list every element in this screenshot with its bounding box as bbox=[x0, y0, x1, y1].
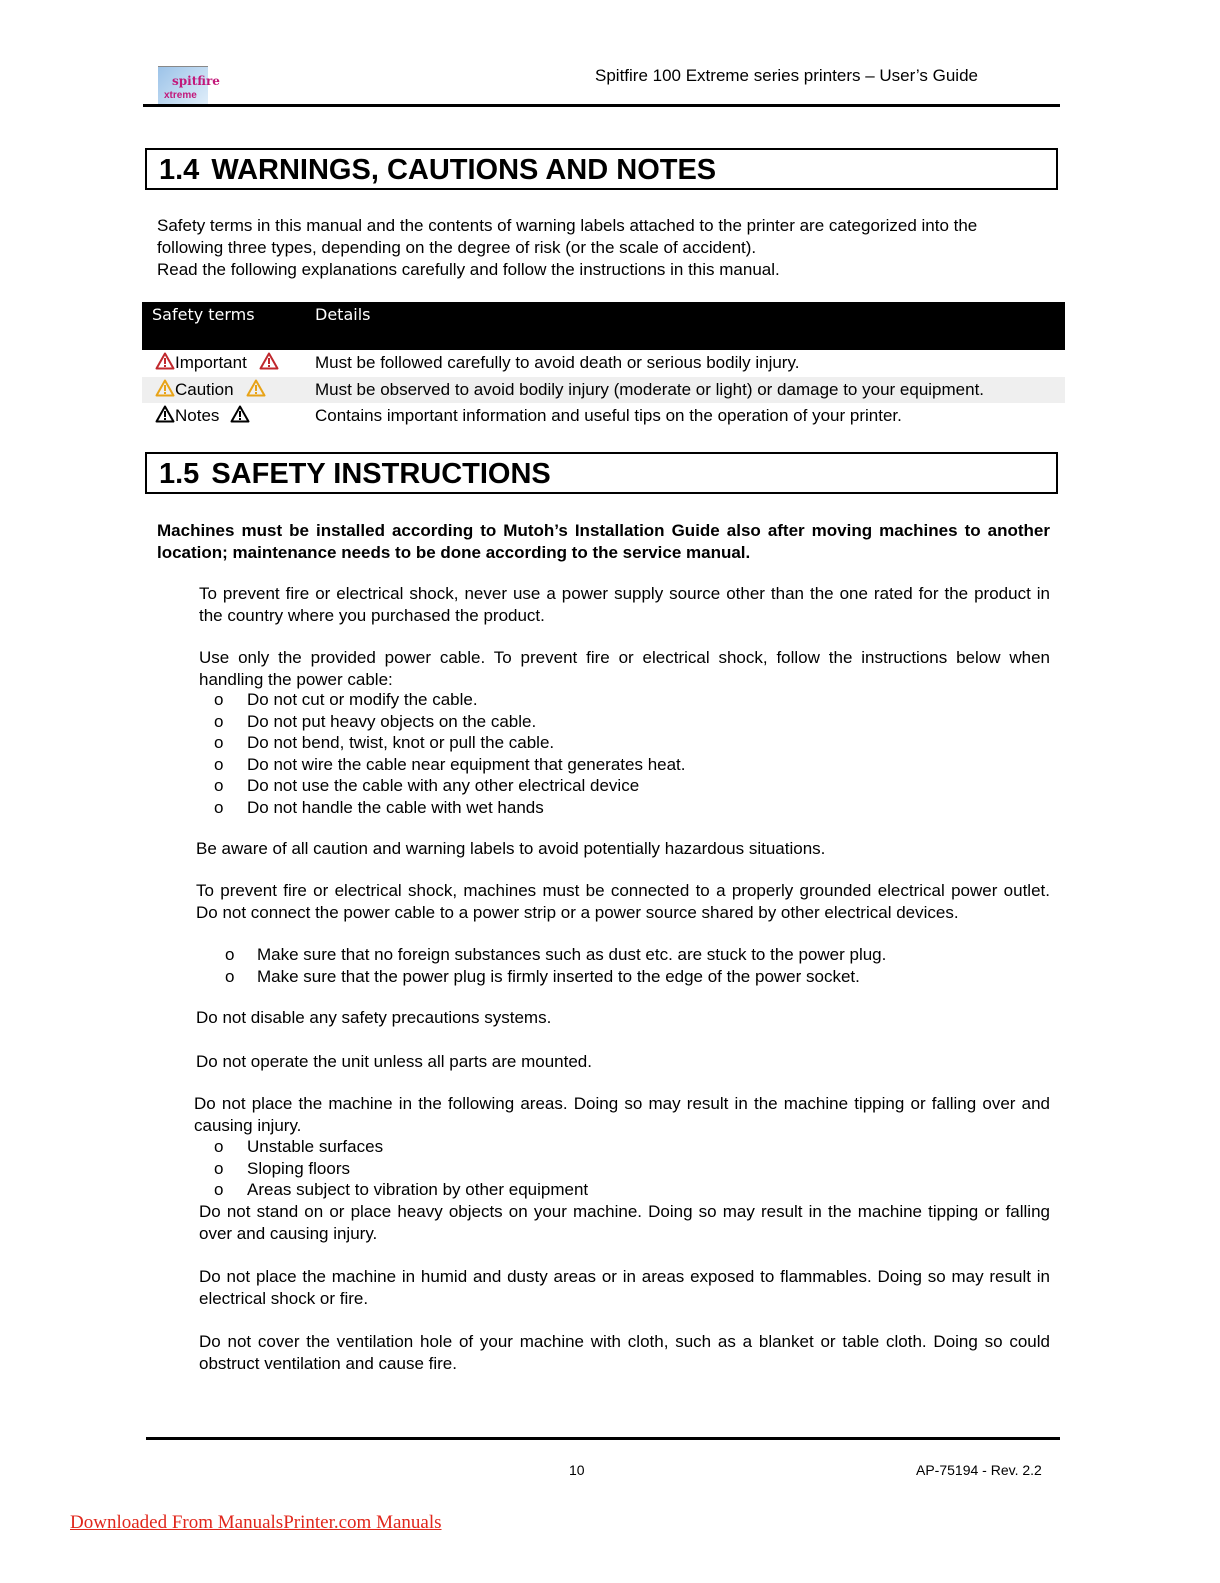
safety-detail: Must be observed to avoid bodily injury (moderate or light) or damage to your equipment. bbox=[315, 379, 985, 399]
paragraph-grounding: To prevent fire or electrical shock, machines must be connected to a properly grounded electrical power outlet. Do not connect the power cable to a power strip or a power source shared by other electrical devices. bbox=[196, 881, 1050, 922]
list-item-text: Do not wire the cable near equipment that generates heat. bbox=[247, 754, 686, 774]
list-item bbox=[214, 775, 686, 797]
plug-bullet-list bbox=[225, 944, 886, 987]
paragraph-humid-areas: Do not place the machine in humid and dusty areas or in areas exposed to flammables. Doing so may result in electrical shock or fire. bbox=[199, 1267, 1050, 1308]
section-heading-1-5: 1.5 SAFETY INSTRUCTIONS bbox=[145, 452, 1058, 494]
header-rule bbox=[143, 104, 1060, 107]
paragraph-ventilation: Do not cover the ventilation hole of your machine with cloth, such as a blanket or table cloth. Doing so could obstruct ventilation and cause fire. bbox=[199, 1332, 1050, 1373]
list-item bbox=[214, 732, 686, 754]
bullet: o bbox=[214, 1137, 224, 1156]
safety-detail: Must be followed carefully to avoid death or serious bodily injury. bbox=[315, 353, 800, 372]
header-details: Details bbox=[315, 305, 371, 324]
list-item bbox=[214, 797, 686, 819]
list-item-text: Do not handle the cable with wet hands bbox=[247, 797, 544, 817]
list-item bbox=[225, 966, 886, 988]
list-item-text: Do not cut or modify the cable. bbox=[247, 690, 478, 709]
paragraph-heavy-objects: Do not stand on or place heavy objects on your machine. Doing so may result in the machine tipping or falling over and causing injury. bbox=[199, 1202, 1050, 1243]
paragraph-parts-mounted: Do not operate the unit unless all parts are mounted. bbox=[196, 1052, 592, 1071]
table-row bbox=[142, 377, 1065, 404]
warning-triangle-icon bbox=[259, 350, 279, 376]
list-item-text: Make sure that the power plug is firmly inserted to the edge of the power socket. bbox=[257, 966, 860, 986]
paragraph-power-supply: To prevent fire or electrical shock, never use a power supply source other than the one rated for the product in the country where you purchased the product. bbox=[199, 584, 1050, 625]
paragraph-power-cable: Use only the provided power cable. To prevent fire or electrical shock, follow the instructions below when handling the power cable: bbox=[199, 648, 1050, 689]
table-row bbox=[142, 350, 1065, 377]
list-item bbox=[214, 754, 686, 776]
bullet: o bbox=[214, 1180, 224, 1199]
list-item-text: Do not put heavy objects on the cable. bbox=[247, 711, 537, 731]
table-row bbox=[142, 403, 1065, 430]
bullet: o bbox=[214, 754, 224, 774]
intro-paragraph: Safety terms in this manual and the contents of warning labels attached to the printer are categorized into the following three types, depending on the degree of risk (or the scale of accident). Read the following explanations carefully and follow the instructions in this manual. bbox=[157, 216, 978, 279]
safety-term: Important bbox=[175, 353, 247, 372]
cable-bullet-list bbox=[214, 689, 686, 818]
bullet: o bbox=[214, 711, 224, 731]
safety-terms-table bbox=[142, 302, 1065, 430]
document-revision: AP-75194 - Rev. 2.2 bbox=[916, 1462, 1042, 1478]
warning-triangle-icon bbox=[155, 377, 175, 403]
list-item bbox=[214, 1136, 588, 1158]
paragraph-labels: Be aware of all caution and warning labels to avoid potentially hazardous situations. bbox=[196, 839, 826, 858]
list-item-text: Unstable surfaces bbox=[247, 1137, 384, 1156]
warning-triangle-icon bbox=[155, 350, 175, 376]
list-item bbox=[225, 944, 886, 966]
list-item-text: Areas subject to vibration by other equipment bbox=[247, 1180, 589, 1199]
safety-term: Notes bbox=[175, 406, 220, 425]
installation-notice: Machines must be installed according to Mutoh’s Installation Guide also after moving machines to another location; maintenance needs to be done according to the service manual. bbox=[157, 521, 1050, 562]
page-number: 10 bbox=[569, 1462, 585, 1478]
warning-triangle-icon bbox=[155, 403, 175, 429]
list-item-text: Sloping floors bbox=[247, 1158, 351, 1178]
safety-term: Caution bbox=[175, 379, 234, 399]
bullet: o bbox=[214, 776, 224, 795]
header-title: Spitfire 100 Extreme series printers – User’s Guide bbox=[595, 66, 978, 85]
list-item bbox=[214, 689, 686, 711]
list-item bbox=[214, 1158, 588, 1180]
area-bullet-list bbox=[214, 1136, 588, 1201]
safety-detail: Contains important information and useful tips on the operation of your printer. bbox=[315, 406, 902, 425]
bullet: o bbox=[214, 1158, 224, 1178]
download-source-link[interactable]: Downloaded From ManualsPrinter.com Manuals bbox=[70, 1512, 442, 1533]
list-item-text: Do not bend, twist, knot or pull the cable. bbox=[247, 733, 555, 752]
list-item bbox=[214, 711, 686, 733]
bullet: o bbox=[225, 966, 235, 986]
bullet: o bbox=[225, 945, 235, 964]
bullet: o bbox=[214, 797, 224, 817]
footer-rule bbox=[146, 1437, 1060, 1440]
bullet: o bbox=[214, 733, 224, 752]
list-item-text: Make sure that no foreign substances such as dust etc. are stuck to the power plug. bbox=[257, 945, 887, 964]
section-heading-1-4: 1.4 WARNINGS, CAUTIONS AND NOTES bbox=[145, 148, 1058, 190]
logo: spitfire xtreme bbox=[158, 66, 208, 105]
warning-triangle-icon bbox=[230, 403, 250, 429]
list-item bbox=[214, 1179, 588, 1201]
paragraph-safety-systems: Do not disable any safety precautions systems. bbox=[196, 1008, 552, 1027]
header-safety-terms: Safety terms bbox=[152, 305, 255, 324]
paragraph-placement: Do not place the machine in the following areas. Doing so may result in the machine tipping or falling over and causing injury. bbox=[194, 1094, 1050, 1135]
table-header bbox=[142, 302, 1065, 350]
warning-triangle-icon bbox=[246, 377, 266, 403]
bullet: o bbox=[214, 690, 224, 709]
list-item-text: Do not use the cable with any other electrical device bbox=[247, 776, 640, 795]
